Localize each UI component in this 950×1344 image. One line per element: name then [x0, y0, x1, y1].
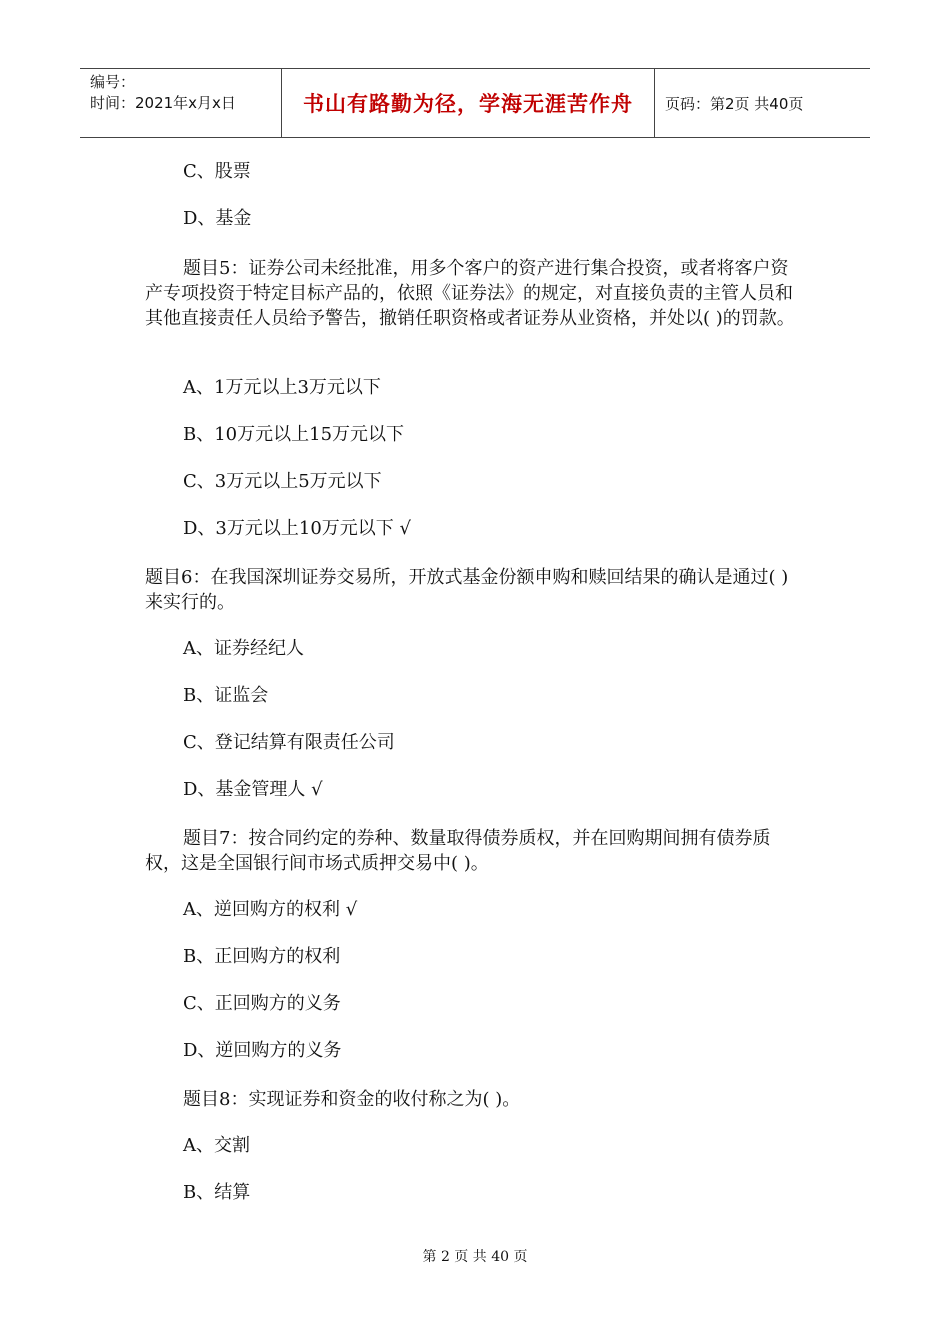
question-8: 题目8：实现证券和资金的收付称之为( )。 [183, 1089, 521, 1110]
header-motto: 书山有路勤为径，学海无涯苦作舟 [303, 92, 633, 116]
option-q4-d: D、基金 [183, 208, 252, 229]
option-q4-c: C、股票 [183, 161, 251, 182]
option-q7-b: B、正回购方的权利 [183, 946, 341, 967]
option-q6-c: C、登记结算有限责任公司 [183, 732, 395, 753]
option-q5-a: A、1万元以上3万元以下 [183, 377, 381, 398]
option-q7-d: D、逆回购方的义务 [183, 1040, 342, 1061]
option-q6-a: A、证券经纪人 [183, 638, 304, 659]
option-q8-a: A、交割 [183, 1135, 250, 1156]
page-header [80, 68, 870, 138]
question-5: 题目5：证券公司未经批准，用多个客户的资产进行集合投资，或者将客户资产专项投资于特定目标产品的，依照《证券法》的规定，对直接负责的主管人员和其他直接责任人员给予警告，撤销任职资格或者证券从业资格，并处以( )的罚款。 [145, 258, 795, 329]
option-q8-b: B、结算 [183, 1182, 251, 1203]
option-q6-d: D、基金管理人 √ [183, 779, 323, 800]
option-q6-b: B、证监会 [183, 685, 269, 706]
document-number-label: 编号： [90, 73, 136, 91]
header-page-number: 页码：第2页 共40页 [665, 94, 804, 113]
header-motto-cell [282, 69, 655, 137]
document-date-label: 时间：2021年x月x日 [90, 94, 236, 112]
option-q7-a: A、逆回购方的权利 √ [183, 899, 358, 920]
header-page-cell [655, 69, 870, 137]
option-q5-b: B、10万元以上15万元以下 [183, 424, 405, 445]
option-q7-c: C、正回购方的义务 [183, 993, 341, 1014]
option-q5-d: D、3万元以上10万元以下 √ [183, 518, 411, 539]
question-7: 题目7：按合同约定的券种、数量取得债券质权，并在回购期间拥有债券质权，这是全国银行间市场式质押交易中( )。 [145, 828, 771, 874]
question-6: 题目6：在我国深圳证券交易所，开放式基金份额申购和赎回结果的确认是通过( )来实行的。 [145, 567, 789, 613]
page-footer: 第 2 页 共 40 页 [422, 1249, 528, 1265]
header-meta-cell [80, 69, 282, 137]
option-q5-c: C、3万元以上5万元以下 [183, 471, 382, 492]
